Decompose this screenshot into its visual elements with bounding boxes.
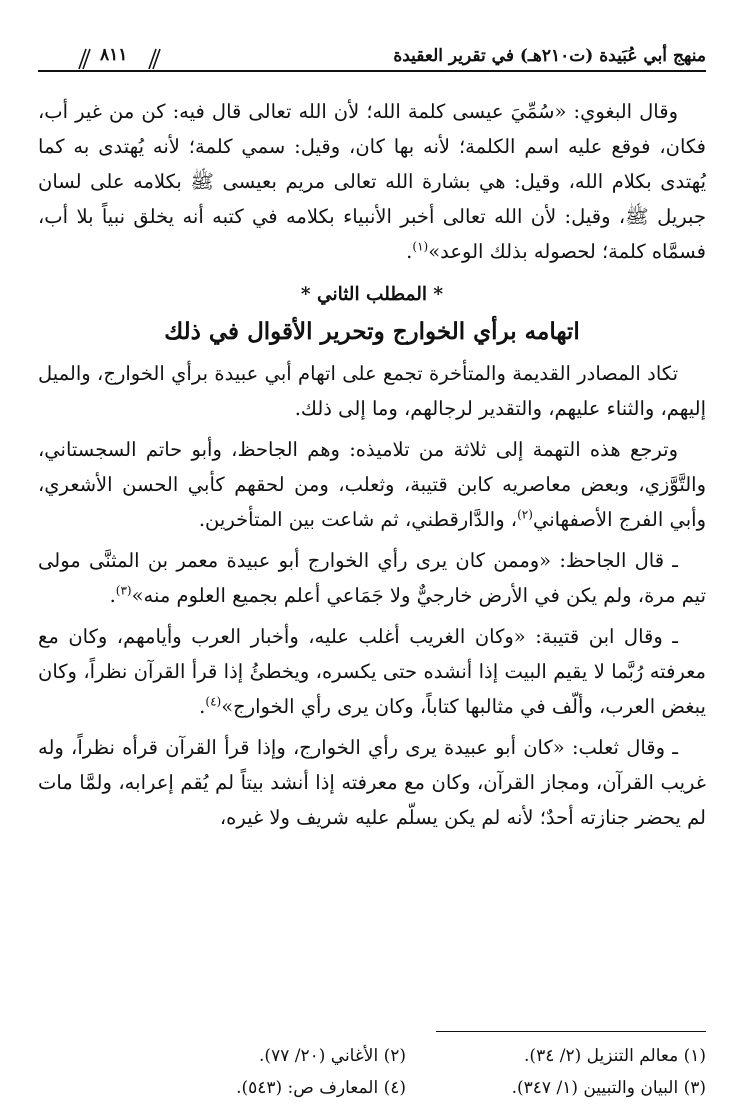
- paragraph-baghawi: وقال البغوي: «سُمِّيَ عيسى كلمة الله؛ لأن الله تعالى قال فيه: كن من غير أب، فكان، فوقع عليه اسم الكلمة؛ لأنه بها كان، وقيل: سمي كلمة؛ لأنه يُهتدى به كما يُهتدى بكلام الله، وقيل: هي بشارة الله تعالى مريم بعيسى ﷺ بكلامه على لسان جبريل ﷺ، وقيل: لأن الله تعالى أخبر الأنبياء بكلامه في كتبه أنه يخلق نبياً بلا أب، فسمَّاه كلمة؛ لحصوله بذلك الوعد»$^{(١)}$.: [38, 100, 706, 263]
- running-title: منهج أبي عُبَيدة (ت٢١٠هـ) في تقرير العقيدة: [393, 46, 706, 66]
- section-heading: اتهامه برأي الخوارج وتحرير الأقوال في ذلك: [164, 318, 580, 345]
- paragraph-intro: تكاد المصادر القديمة والمتأخرة تجمع على اتهام أبي عبيدة برأي الخوارج، والميل إليهم، والثناء عليهم، والتقدير لرجالهم، وما إلى ذلك.: [38, 362, 706, 420]
- footnote-ref: (١): [412, 239, 429, 254]
- page-number: ٨١١: [100, 45, 128, 65]
- footnote-row: [38, 1072, 706, 1104]
- main-text: [38, 94, 706, 835]
- footnote-row: [38, 1040, 706, 1072]
- footnote-1: (١) معالم التنزيل (٢/ ٣٤).: [524, 1046, 706, 1066]
- footnote-4: (٤) المعارف ص: (٥٤٣).: [236, 1078, 406, 1098]
- paragraph-thalab: ـ وقال ثعلب: «كان أبو عبيدة يرى رأي الخوارج، وإذا قرأ القرآن قرأه نظراً، وله غريب القرآن، ومجاز القرآن، وكان مع معرفته إذا أنشد بيتاً لم يُقم إعرابه، ولمَّا مات لم يحضر جنازته أحدٌ؛ لأنه لم يكن يسلّم عليه شريف ولا غيره،: [38, 736, 706, 829]
- footnote-ref: (٤): [205, 694, 222, 709]
- footnote-3: (٣) البيان والتبيين (١/ ٣٤٧).: [511, 1078, 706, 1098]
- double-slash-ornament: [76, 48, 92, 70]
- paragraph-students: وترجع هذه التهمة إلى ثلاثة من تلاميذه: وهم الجاحظ، وأبو حاتم السجستاني، والتَّوَّزي، وبعض معاصريه كابن قتيبة، وثعلب، ومن لحقهم كأبي الحسن الأشعري، وأبي الفرج الأصفهاني$^{(٢)}$، والدَّارقطني، ثم شاعت بين المتأخرين.: [38, 438, 706, 531]
- page-header: [38, 38, 706, 68]
- footnote-ref: (٣): [115, 583, 132, 598]
- paragraph-ibn-qutayba: ـ وقال ابن قتيبة: «وكان الغريب أغلب عليه، وأخبار العرب وأيامهم، وكان مع معرفته رُبَّما لا يقيم البيت إذا أنشده حتى يكسره، ويخطئُ إذا قرأ القرآن نظراً، وكان يبغض العرب، وألّف في مثالبها كتاباً، وكان يرى رأي الخوارج»$^{(٤)}$.: [38, 625, 706, 718]
- header-rule: [38, 70, 706, 72]
- footnote-rule: [436, 1031, 706, 1032]
- footnotes: [38, 1040, 706, 1104]
- section-label: * المطلب الثاني *: [300, 284, 444, 305]
- double-slash-ornament: [146, 48, 162, 70]
- paragraph-jahiz: ـ قال الجاحظ: «وممن كان يرى رأي الخوارج أبو عبيدة معمر بن المثنَّى مولى تيم مرة، ولم يكن في الأرض خارجيٌّ ولا جَمَاعي أعلم بجميع العلوم منه»$^{(٣)}$.: [38, 549, 706, 607]
- footnote-ref: (٢): [517, 507, 533, 522]
- footnote-2: (٢) الأغاني (٢٠/ ٧٧).: [259, 1046, 406, 1066]
